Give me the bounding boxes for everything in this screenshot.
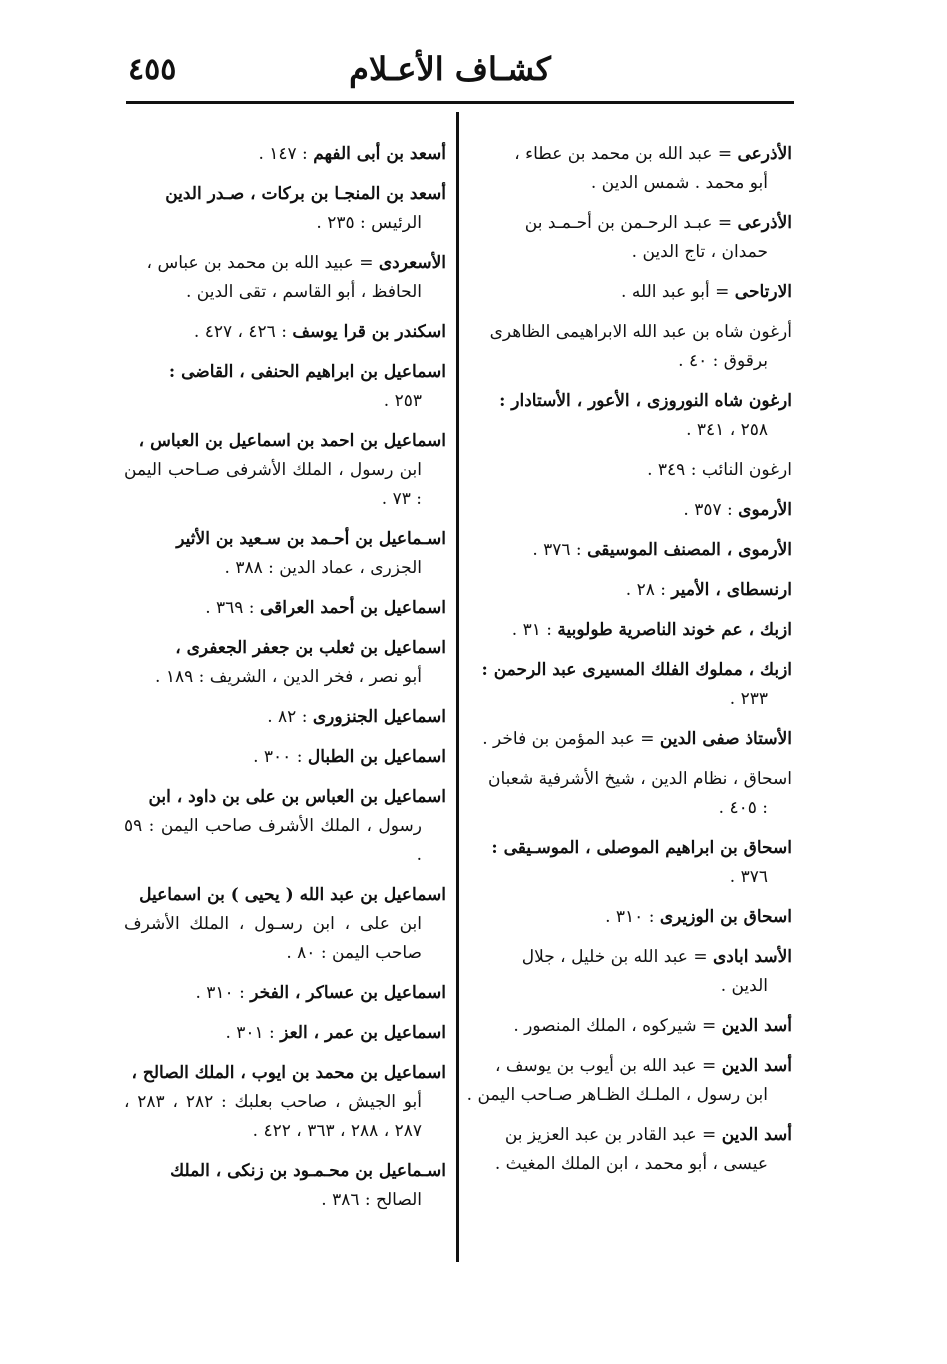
index-column-left [124,140,446,1226]
index-entry [466,536,792,565]
entry-heading: أسعد بن المنجـا بن بركات ، صـدر الدين [165,184,446,204]
entry-text: : ١٤٧ . [258,144,314,164]
index-entry [124,318,446,347]
entry-text: أرغون شاه بن عبد الله الابراهيمى الظاهرى [489,322,792,342]
index-entry [466,318,792,376]
entry-continuation: الحافظ ، أبو القاسم ، تقى الدين . [186,282,422,302]
entry-text: : ٣١٠ . [195,983,251,1003]
entry-heading: اسماعيل بن عمر ، العز [280,1023,446,1043]
entry-text: : ٣١ . [511,620,558,640]
entry-heading: اسماعيل الجنزورى [312,707,446,727]
entry-continuation: رسول ، الملك الأشرف صاحب اليمن : ٥٩ . [124,816,422,865]
entry-continuation: الرئيس : ٢٣٥ . [316,213,422,233]
entry-heading: الأذرعى [737,213,792,233]
entry-text: : ٣٠٠ . [253,747,308,767]
entry-continuation: ابن رسول ، الملـك الظـاهر صـاحب اليمن . [466,1085,768,1105]
entry-heading: ازبك ، مملوك الفلك المسيرى عبد الرحمن : [481,660,792,680]
entry-heading: اسماعيل بن ثعلب بن جعفر الجعفرى ، [175,638,446,658]
entry-text: : ٣٥٧ . [683,500,739,520]
entry-heading: أسد الدين [721,1016,792,1036]
entry-heading: أسعد بن أبى الفهم [313,144,446,164]
entry-text: = عبد الله بن أيوب بن يوسف ، [494,1056,722,1076]
entry-text: = عبد القادر بن عبد العزيز بن [504,1125,722,1145]
entry-heading: اسحاق بن الوزيرى [659,907,792,927]
index-entry [124,140,446,169]
entry-text: = عبد الله بن محمد بن عطاء ، [514,144,738,164]
entry-text: : ٣٧٦ . [532,540,588,560]
index-entry [124,1019,446,1048]
entry-continuation: أبو نصر ، فخر الدين ، الشريف : ١٨٩ . [155,667,422,687]
entry-heading: الأذرعى [737,144,792,164]
index-entry [124,703,446,732]
index-entry [124,881,446,968]
entry-heading: أسد الدين [721,1056,792,1076]
index-entry [124,979,446,1008]
index-entry [466,943,792,1001]
entry-heading: ارغون شاه النوروزى ، الأعور ، الأستادار : [499,391,792,411]
index-entry [466,496,792,525]
entry-text: اسحاق ، نظام الدين ، شيخ الأشرفية شعبان [488,769,792,789]
index-entry [466,725,792,754]
entry-heading: اسماعيل بن عساكر ، الفخر [250,983,446,1003]
entry-heading: اسماعيل بن احمد بن اسماعيل بن العباس ، [138,431,446,451]
entry-heading: اسماعيل بن أحمد العراقى [259,598,446,618]
entry-text: : ٣٦٩ . [205,598,260,618]
index-entry [124,1059,446,1146]
entry-heading: اسحاق بن ابراهيم الموصلى ، الموسـيقى : [491,838,792,858]
entry-heading: الأستاذ صفى الدين [659,729,792,749]
entry-heading: الأرموى ، المصنف الموسيقى [587,540,792,560]
entry-heading: الأسعردى [378,253,446,273]
entry-continuation: ٢٥٣ . [383,391,422,411]
entry-continuation: حمدان ، تاج الدين . [631,242,768,262]
index-entry [466,278,792,307]
index-entry [466,656,792,714]
entry-heading: اسماعيل بن الطبال [307,747,446,767]
entry-continuation: ٢٣٣ . [729,689,768,709]
entry-continuation: أبو الجيش ، صاحب بعلبك : ٢٨٢ ، ٢٨٣ ، ٢٨٧ ، ٢٨٨ ، ٣٦٣ ، ٤٢٢ . [124,1092,423,1141]
entry-heading: أسد الدين [721,1125,792,1145]
index-entry [124,1157,446,1215]
entry-heading: اسماعيل بن محمد بن ايوب ، الملك الصالح ، [131,1063,446,1083]
entry-continuation: عيسى ، أبو محمد ، ابن الملك المغيث . [494,1154,768,1174]
entry-text: : ٣١٠ . [605,907,660,927]
entry-text: : ٨٢ . [267,707,313,727]
index-entry [124,525,446,583]
entry-heading: اسـماعيل بن محـمـود بن زنكى ، الملك [170,1161,446,1181]
index-entry [466,616,792,645]
entry-heading: اسـماعيل بن أحـمد بن سـعيد بن الأثير [176,529,446,549]
entry-continuation: ابن على ، ابن رسـول ، الملك الأشرف صاحب اليمن : ٨٠ . [124,914,422,963]
entry-heading: اسماعيل بن عبد الله ( يحيى ) بن اسماعيل [139,885,446,905]
index-entry [466,1012,792,1041]
column-divider [456,112,459,1262]
entry-text: = عبد الله بن خليل ، جلال [521,947,713,967]
entry-text: : ٤٢٦ ، ٤٢٧ . [193,322,293,342]
entry-continuation: ٣٧٦ . [729,867,768,887]
running-title: كشـاف الأعـلام [349,50,551,88]
entry-heading: ازبك ، عم خوند الناصرية طولوبية [557,620,792,640]
index-entry [124,634,446,692]
entry-text: = عبد المؤمن بن فاخر . [482,729,660,749]
index-entry [124,180,446,238]
index-column-right [466,140,792,1190]
entry-heading: اسماعيل بن ابراهيم الحنفى ، القاضى : [168,362,446,382]
index-entry [466,1121,792,1179]
index-entry [466,387,792,445]
entry-text: : ٢٨ . [625,580,672,600]
entry-text: = عبـد الرحـمن بن أحـمـد بن [524,213,738,233]
entry-continuation: ابن رسول ، الملك الأشرفى صـاحب اليمن : ٧٣ . [124,460,422,509]
index-entry [124,743,446,772]
entry-continuation: أبو محمد . شمس الدين . [590,173,768,193]
header-rule [126,101,794,104]
index-entry [466,576,792,605]
index-entry [466,209,792,267]
entry-continuation: الصالح : ٣٨٦ . [321,1190,422,1210]
entry-text: = شيركوه ، الملك المنصور . [513,1016,722,1036]
entry-heading: الأسد ابادى [712,947,792,967]
index-entry [466,456,792,485]
entry-continuation: الدين . [720,976,768,996]
entry-continuation: برقوق : ٤٠ . [678,351,768,371]
entry-text: : ٣٠١ . [225,1023,281,1043]
index-entry [124,783,446,870]
entry-heading: اسماعيل بن العباس بن على بن داود ، ابن [148,787,446,807]
entry-text: = أبو عبد الله . [621,282,735,302]
entry-heading: اسكندر بن قرا يوسف [292,322,446,342]
index-entry [466,903,792,932]
index-entry [124,427,446,514]
entry-text: = عبيد الله بن محمد بن عباس ، [146,253,379,273]
entry-heading: الارتاحى [734,282,792,302]
index-entry [466,1052,792,1110]
entry-continuation: الجزرى ، عماد الدين : ٣٨٨ . [224,558,422,578]
entry-heading: الأرموى [738,500,792,520]
entry-continuation: ٢٥٨ ، ٣٤١ . [686,420,768,440]
index-entry [124,358,446,416]
index-entry [124,594,446,623]
index-entry [466,834,792,892]
index-entry [466,765,792,823]
index-entry [466,140,792,198]
index-entry [124,249,446,307]
entry-text: ارغون النائب : ٣٤٩ . [647,460,792,480]
entry-continuation: : ٤٠٥ . [718,798,768,818]
entry-heading: ارنسطاى ، الأمير [671,580,792,600]
page-number: ٤٥٥ [128,52,177,87]
